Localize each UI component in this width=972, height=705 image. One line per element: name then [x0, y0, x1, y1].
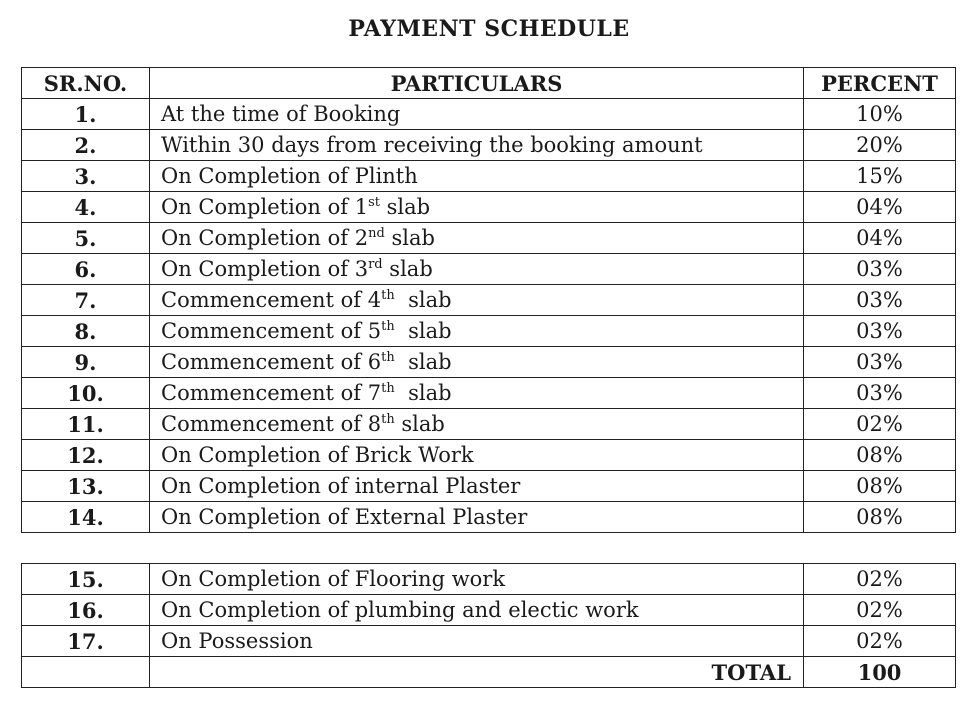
row-particulars-text: On Completion of plumbing and electic work: [161, 598, 639, 622]
row-percent: 10%: [804, 99, 956, 130]
row-percent: 03%: [804, 254, 956, 285]
table-row: [22, 502, 956, 533]
row-sr-no: 1.: [22, 99, 150, 130]
row-percent: 03%: [804, 285, 956, 316]
row-sr-no: 17.: [22, 626, 150, 657]
row-sr-no: 11.: [22, 409, 150, 440]
table-row: [22, 626, 956, 657]
row-sr-no: 8.: [22, 316, 150, 347]
row-particulars: [150, 316, 804, 347]
row-particulars: [150, 471, 804, 502]
row-particulars: [150, 595, 804, 626]
table-row: [22, 223, 956, 254]
table-row: [22, 285, 956, 316]
row-sr-no: 5.: [22, 223, 150, 254]
row-percent: 08%: [804, 502, 956, 533]
total-label: TOTAL: [150, 657, 804, 688]
row-particulars-text: Commencement of 5: [161, 319, 382, 343]
row-particulars-tail: slab: [394, 350, 452, 374]
row-percent: 02%: [804, 564, 956, 595]
row-particulars: [150, 130, 804, 161]
row-percent: 03%: [804, 378, 956, 409]
row-ordinal-suffix: rd: [368, 257, 383, 272]
row-sr-no: 13.: [22, 471, 150, 502]
row-percent: 02%: [804, 595, 956, 626]
row-sr-no: 14.: [22, 502, 150, 533]
table-header-row: [22, 68, 956, 99]
row-sr-no: 2.: [22, 130, 150, 161]
row-ordinal-suffix: nd: [368, 226, 385, 241]
row-particulars: [150, 409, 804, 440]
row-particulars: [150, 378, 804, 409]
row-percent: 03%: [804, 316, 956, 347]
row-particulars-text: Within 30 days from receiving the booking amount: [161, 133, 703, 157]
row-particulars-text: On Possession: [161, 629, 313, 653]
row-particulars-tail: slab: [394, 288, 452, 312]
row-particulars-text: On Completion of External Plaster: [161, 505, 528, 529]
row-particulars-tail: slab: [379, 195, 431, 219]
row-particulars-text: On Completion of internal Plaster: [161, 474, 521, 498]
row-particulars-tail: slab: [394, 319, 452, 343]
row-sr-no: 3.: [22, 161, 150, 192]
row-percent: 08%: [804, 471, 956, 502]
row-particulars-text: Commencement of 7: [161, 381, 382, 405]
row-particulars-tail: slab: [384, 226, 435, 250]
table-row: [22, 192, 956, 223]
table-row: [22, 378, 956, 409]
row-sr-no: 9.: [22, 347, 150, 378]
payment-schedule-table-continued: [21, 563, 956, 688]
table-row: [22, 409, 956, 440]
row-ordinal-suffix: th: [381, 350, 395, 365]
row-particulars-text: On Completion of 2: [161, 226, 369, 250]
row-particulars-text: Commencement of 6: [161, 350, 382, 374]
table-row: [22, 440, 956, 471]
header-sr-no: SR.NO.: [22, 68, 150, 99]
row-particulars: [150, 347, 804, 378]
row-particulars-text: Commencement of 4: [161, 288, 382, 312]
row-sr-no: 6.: [22, 254, 150, 285]
row-ordinal-suffix: th: [381, 381, 395, 396]
row-sr-no: 12.: [22, 440, 150, 471]
total-value: 100: [804, 657, 956, 688]
row-particulars: [150, 192, 804, 223]
table-row: [22, 130, 956, 161]
row-percent: 04%: [804, 223, 956, 254]
row-particulars-text: On Completion of 1: [161, 195, 369, 219]
row-particulars-tail: slab: [394, 381, 452, 405]
row-particulars: [150, 440, 804, 471]
row-particulars: [150, 285, 804, 316]
row-particulars-text: On Completion of Flooring work: [161, 567, 506, 591]
table-row: [22, 471, 956, 502]
row-particulars-text: At the time of Booking: [161, 102, 401, 126]
row-percent: 08%: [804, 440, 956, 471]
table-row: [22, 161, 956, 192]
row-percent: 04%: [804, 192, 956, 223]
row-particulars: [150, 223, 804, 254]
row-ordinal-suffix: th: [381, 412, 395, 427]
row-percent: 20%: [804, 130, 956, 161]
row-particulars: [150, 502, 804, 533]
row-sr-no: 4.: [22, 192, 150, 223]
row-percent: 15%: [804, 161, 956, 192]
row-ordinal-suffix: st: [368, 195, 380, 210]
row-particulars-tail: slab: [382, 257, 433, 281]
table-row: [22, 347, 956, 378]
row-particulars: [150, 161, 804, 192]
total-row: [22, 657, 956, 688]
payment-schedule-table: [21, 67, 956, 533]
row-ordinal-suffix: th: [381, 288, 395, 303]
row-ordinal-suffix: th: [381, 319, 395, 334]
table-row: [22, 595, 956, 626]
row-sr-no: 10.: [22, 378, 150, 409]
table-row: [22, 254, 956, 285]
row-percent: 02%: [804, 409, 956, 440]
header-percent: PERCENT: [804, 68, 956, 99]
header-particulars: PARTICULARS: [150, 68, 804, 99]
row-particulars: [150, 626, 804, 657]
row-particulars-text: On Completion of 3: [161, 257, 369, 281]
row-particulars-tail: slab: [394, 412, 445, 436]
row-particulars: [150, 254, 804, 285]
table-row: [22, 316, 956, 347]
page-title: PAYMENT SCHEDULE: [348, 16, 630, 42]
total-empty-cell: [22, 657, 150, 688]
row-percent: 02%: [804, 626, 956, 657]
row-percent: 03%: [804, 347, 956, 378]
table-row: [22, 99, 956, 130]
row-particulars-text: On Completion of Plinth: [161, 164, 418, 188]
row-particulars-text: On Completion of Brick Work: [161, 443, 474, 467]
row-particulars: [150, 564, 804, 595]
row-sr-no: 7.: [22, 285, 150, 316]
row-sr-no: 16.: [22, 595, 150, 626]
row-particulars-text: Commencement of 8: [161, 412, 382, 436]
table-row: [22, 564, 956, 595]
row-sr-no: 15.: [22, 564, 150, 595]
row-particulars: [150, 99, 804, 130]
